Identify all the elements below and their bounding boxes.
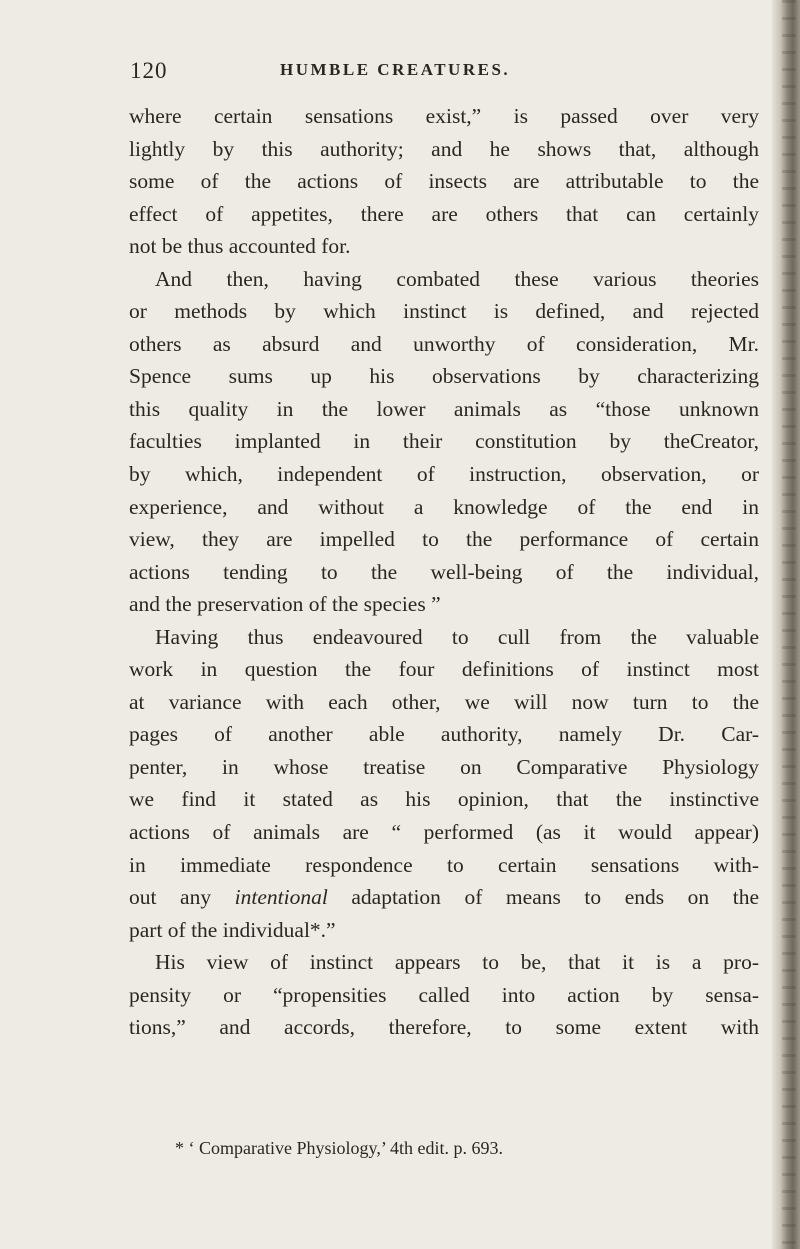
text-line: view, they are impelled to the performance of certain xyxy=(129,527,759,552)
text-line: actions of animals are “ performed (as it would appear) xyxy=(129,820,759,845)
text-line: where certain sensations exist,” is passed over very xyxy=(129,104,759,128)
body-text xyxy=(129,100,759,1044)
text-line: others as absurd and unworthy of consideration, Mr. xyxy=(129,331,759,356)
text-line: not be thus accounted for. xyxy=(129,234,351,259)
text-line: effect of appetites, there are others that can certainly xyxy=(129,201,759,226)
text-line: work in question the four definitions of instinct most xyxy=(129,657,759,682)
text-line: in immediate respondence to certain sensations with- xyxy=(129,852,759,877)
page-edge-foxing xyxy=(782,0,796,1249)
text-line: actions tending to the well-being of the individual, xyxy=(129,559,759,584)
emphasis-text: intentional xyxy=(234,885,328,910)
page-header xyxy=(130,58,755,88)
text-line: experience, and without a knowledge of the end in xyxy=(129,494,759,519)
text-line: by which, independent of instruction, observation, or xyxy=(129,462,759,487)
page-number: 120 xyxy=(130,58,168,83)
text-line: this quality in the lower animals as “those unknown xyxy=(129,396,759,421)
text-line: Spence sums up his observations by characterizing xyxy=(129,364,759,389)
text-line: out any intentional adaptation of means to ends on the xyxy=(129,885,759,910)
text-line: tions,” and accords, therefore, to some extent with xyxy=(129,1015,759,1040)
text-line: at variance with each other, we will now turn to the xyxy=(129,689,759,714)
text-line: faculties implanted in their constitution by theCreator, xyxy=(129,429,759,454)
text-line: And then, having combated these various theories xyxy=(155,266,759,291)
text-line: we find it stated as his opinion, that the instinctive xyxy=(129,787,759,812)
text-line: pensity or “propensities called into action by sensa- xyxy=(129,982,759,1007)
text-line: pages of another able authority, namely Dr. Car- xyxy=(129,722,759,747)
text-line: and the preservation of the species ” xyxy=(129,592,441,617)
text-line: part of the individual*.” xyxy=(129,917,336,942)
text-line: lightly by this authority; and he shows that, although xyxy=(129,136,759,161)
text-line: or methods by which instinct is defined, and rejected xyxy=(129,299,759,324)
text-line: some of the actions of insects are attributable to the xyxy=(129,169,759,194)
running-head: HUMBLE CREATURES. xyxy=(280,60,511,79)
footnote: * ‘ Comparative Physiology,’ 4th edit. p. 693. xyxy=(175,1138,503,1158)
text-line: His view of instinct appears to be, that it is a pro- xyxy=(155,950,759,975)
text-line: Having thus endeavoured to cull from the valuable xyxy=(155,624,759,649)
text-line: penter, in whose treatise on Comparative Physiology xyxy=(129,754,759,779)
